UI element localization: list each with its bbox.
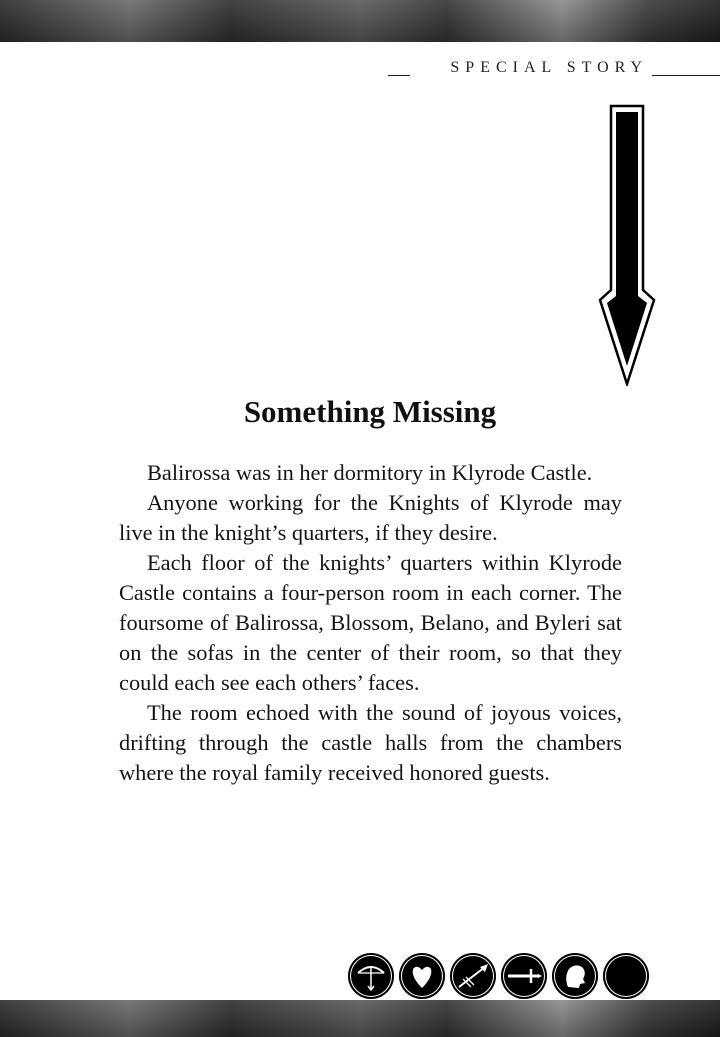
blank-circle-icon xyxy=(603,953,649,999)
paragraph: Each floor of the knights’ quarters within Klyrode Castle contains a four-person room in each corner. The foursome of Balirossa, Blossom, Belano, and Byleri sat on the sofas in the center of their room, so that they could each see each others’ faces. xyxy=(119,550,622,695)
paragraph: Balirossa was in her dormitory in Klyrode Castle. xyxy=(147,460,593,485)
spear-icon xyxy=(450,953,496,999)
top-decorative-band xyxy=(0,0,720,42)
header-label: SPECIAL STORY xyxy=(410,58,652,78)
story-body xyxy=(119,458,622,788)
story-title: Something Missing xyxy=(243,394,497,429)
bow-icon xyxy=(348,953,394,999)
paragraph: Anyone working for the Knights of Klyrode may live in the knight’s quarters, if they desire. xyxy=(119,490,622,545)
chapter-icon-row xyxy=(348,953,652,999)
down-arrow-icon xyxy=(598,104,656,386)
running-header xyxy=(388,58,720,78)
heart-shield-icon xyxy=(399,953,445,999)
bottom-decorative-band xyxy=(0,1000,720,1037)
head-profile-icon xyxy=(552,953,598,999)
sword-icon xyxy=(501,953,547,999)
paragraph: The room echoed with the sound of joyous voices, drifting through the castle halls from the chambers where the royal family received honored guests. xyxy=(119,700,622,785)
